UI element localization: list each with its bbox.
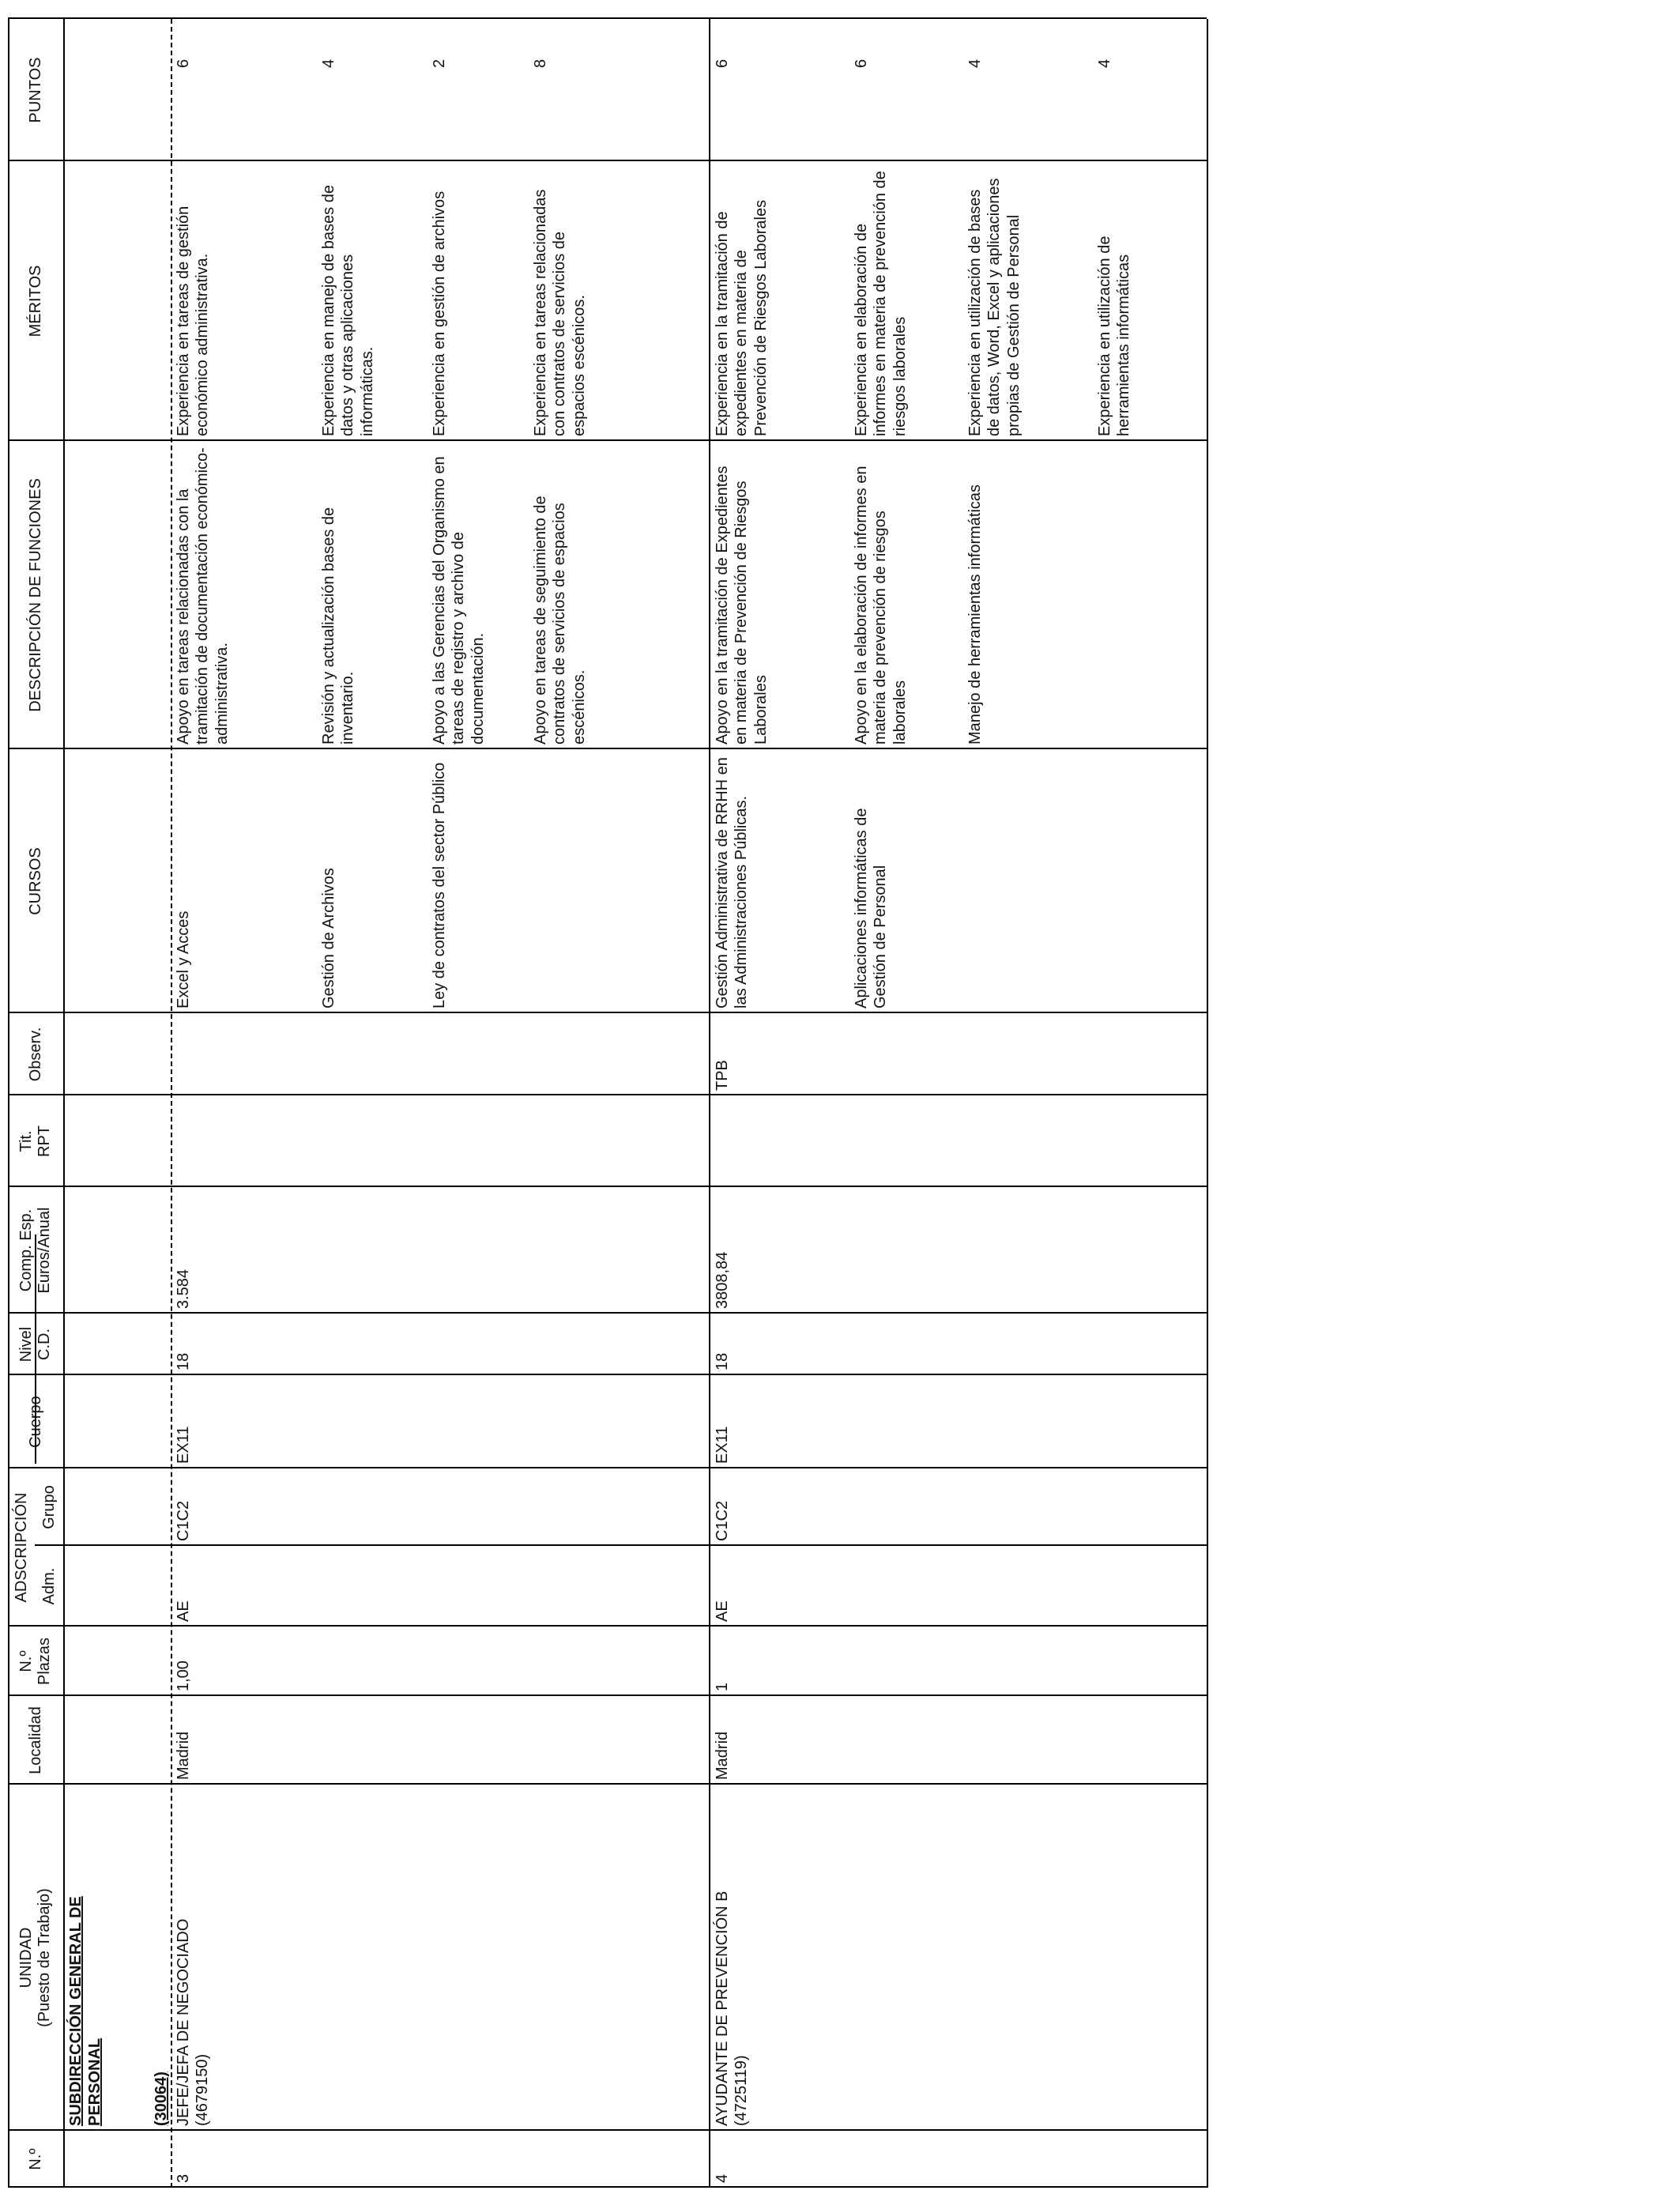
header-unidad: UNIDAD (Puesto de Trabajo) [17, 1888, 53, 2027]
section-title: SUBDIRECCIÓN GENERAL DE PERSONAL [67, 1896, 104, 2126]
header-meritos: MÉRITOS [26, 265, 44, 337]
col-border-cuerpo [8, 1374, 1207, 1375]
header-bottom-border [63, 19, 65, 2188]
row-4-merito-4: Experiencia en utilización de herramientas informáticas [1096, 236, 1133, 436]
col-border-tit [8, 1094, 1207, 1095]
row-3-curso-1: Excel y Acces [175, 910, 192, 1008]
header-puntos: PUNTOS [26, 57, 44, 123]
row-4-merito-2: Experiencia en elaboración de informes en materia de prevención de riesgos laborales [853, 171, 909, 436]
header-adm: Adm. [40, 1567, 58, 1605]
row-3-adm: AE [175, 1600, 192, 1622]
row-4-funcion-1: Apoyo en la tramitación de Expedientes en materia de Prevención de Riesgos Laborales [714, 466, 770, 745]
row-3-funcion-1: Apoyo en tareas relacionadas con la tramitación de documentación económico-administrativa. [175, 447, 231, 745]
row-3-puesto: JEFE/JEFA DE NEGOCIADO (4679150) [175, 1918, 212, 2126]
row-3-merito-1: Experiencia en tareas de gestión económico administrativa. [175, 205, 212, 436]
header-n: N.º [26, 2148, 44, 2170]
col-border-adm [35, 1544, 1207, 1546]
row-4-nivel: 18 [714, 1352, 731, 1370]
row-4-adm: AE [714, 1600, 731, 1622]
col-border-localidad [8, 1695, 1207, 1696]
row-4-plazas: 1 [714, 1682, 731, 1691]
row-4-curso-1: Gestión Administrativa de RRHH en las Administraciones Públicas. [714, 757, 751, 1008]
header-observ: Observ. [26, 1027, 44, 1082]
row-3-puntos-1: 6 [175, 58, 192, 68]
row-4-cuerpo: EX11 [714, 1426, 731, 1464]
row-3-funcion-2: Revisión y actualización bases de inventario. [320, 507, 357, 745]
row-4-grupo: C1C2 [714, 1500, 731, 1541]
row-3-dashed-top [171, 19, 172, 2188]
col-border-unidad [8, 1783, 1207, 1785]
col-border-meritos [8, 160, 1207, 161]
row-4-comp: 3808,84 [714, 1251, 731, 1309]
row-3-localidad: Madrid [175, 1731, 192, 1780]
header-grupo: Grupo [40, 1485, 58, 1529]
header-comp: Comp. Esp. Euros/Anual [17, 1207, 53, 1294]
row-3-puntos-2: 4 [320, 58, 337, 68]
row-3-puntos-3: 2 [431, 58, 448, 68]
col-border-plazas [8, 1625, 1207, 1627]
col-border-grupo [8, 1467, 1207, 1468]
row-4-merito-1: Experiencia en la tramitación de expedientes en materia de Prevención de Riesgos Laborales [714, 199, 770, 436]
row-3-nivel: 18 [175, 1352, 192, 1370]
row-3-merito-4: Experiencia en tareas relacionadas con contratos de servicios de espacios escénicos. [532, 189, 588, 436]
header-funciones: DESCRIPCIÓN DE FUNCIONES [26, 478, 44, 712]
row-4-observ: TPB [714, 1060, 731, 1091]
header-plazas: N.º Plazas [17, 1637, 53, 1686]
row-3-n: 3 [175, 2173, 192, 2183]
row-3-funcion-4: Apoyo en tareas de seguimiento de contratos de servicios de espacios escénicos. [532, 496, 588, 745]
row-3-funcion-3: Apoyo a las Gerencias del Organismo en tareas de registro y archivo de documentación. [431, 456, 487, 745]
row-3-comp: 3.584 [175, 1269, 192, 1309]
row-4-puntos-3: 4 [966, 58, 984, 68]
row-4-puntos-1: 6 [714, 58, 731, 68]
row-3-curso-2: Gestión de Archivos [320, 868, 337, 1008]
col-border-nivel [8, 1312, 1207, 1314]
row-3-plazas: 1,00 [175, 1661, 192, 1691]
row-4-puesto: AYUDANTE DE PREVENCIÓN B (4725119) [714, 1891, 751, 2126]
col-border-comp [8, 1186, 1207, 1187]
col-border-puntos [8, 17, 1207, 19]
col-border-observ [8, 1012, 1207, 1013]
row-4-funcion-2: Apoyo en la elaboración de informes en materia de prevención de riesgos laborales [853, 466, 909, 745]
col-border-0 [8, 2186, 1207, 2188]
row-4-n: 4 [714, 2173, 731, 2183]
row-3-merito-2: Experiencia en manejo de bases de datos y otras aplicaciones informáticas. [320, 185, 376, 436]
row-4-puntos-4: 4 [1096, 58, 1113, 68]
header-tit: Tit. RPT [17, 1125, 53, 1157]
row-3-merito-3: Experiencia en gestión de archivos [431, 190, 448, 436]
header-localidad: Localidad [26, 1706, 44, 1774]
header-adscripcion: ADSCRIPCIÓN [12, 1492, 30, 1603]
row-4-puntos-2: 6 [853, 58, 870, 68]
row-4-merito-3: Experiencia en utilización de bases de datos, Word, Excel y aplicaciones propias de Gestión de Personal [966, 178, 1023, 436]
header-cuerpo: Cuerpo [26, 1396, 44, 1448]
col-border-funciones [8, 439, 1207, 441]
row-3-puntos-4: 8 [532, 58, 549, 68]
row-4-curso-2: Aplicaciones informáticas de Gestión de Personal [853, 808, 890, 1008]
row-4-bottom-border [1207, 19, 1208, 2188]
header-nivel: Nivel C.D. [17, 1326, 53, 1363]
row-4-localidad: Madrid [714, 1731, 731, 1780]
col-border-cursos [8, 748, 1207, 749]
row-3-curso-3: Ley de contratos del sector Público [431, 762, 448, 1008]
header-cursos: CURSOS [26, 847, 44, 915]
row-3-bottom-border [709, 19, 710, 2188]
section-code: (30064) [153, 2071, 170, 2126]
col-border-n [8, 2129, 1207, 2131]
row-4-funcion-3: Manejo de herramientas informáticas [966, 484, 984, 745]
row-3-cuerpo: EX11 [175, 1426, 192, 1464]
row-3-grupo: C1C2 [175, 1500, 192, 1541]
